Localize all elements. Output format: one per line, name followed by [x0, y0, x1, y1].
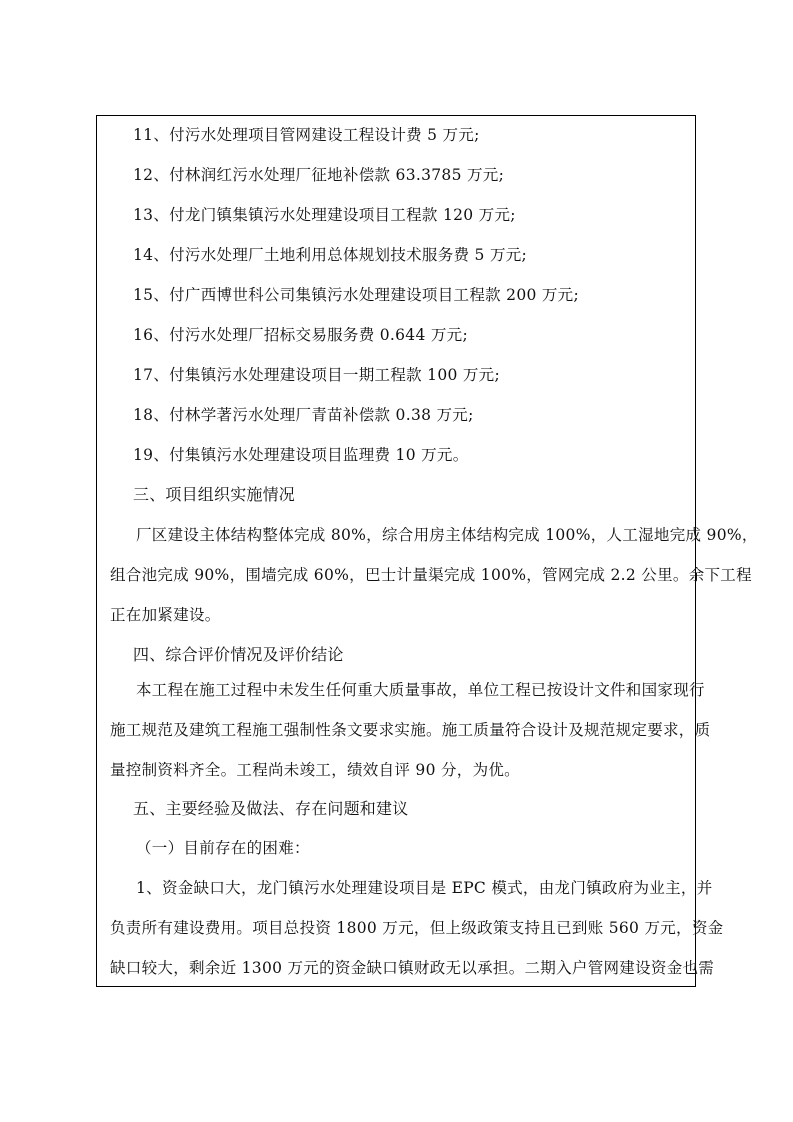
evaluation-paragraph-line: 量控制资料齐全。工程尚未竣工，绩效自评 90 分，为优。 [110, 761, 520, 779]
payment-item-19: 19、付集镇污水处理建设项目监理费 10 万元。 [133, 446, 469, 464]
payment-item-11: 11、付污水处理项目管网建设工程设计费 5 万元; [133, 126, 480, 144]
evaluation-paragraph-line: 施工规范及建筑工程施工强制性条文要求实施。施工质量符合设计及规范规定要求，质 [110, 721, 711, 739]
subheading-difficulties: （一）目前存在的困难： [136, 839, 310, 857]
implementation-paragraph-line: 正在加紧建设。 [110, 606, 221, 624]
difficulty-paragraph-line: 缺口较大，剩余近 1300 万元的资金缺口镇财政无以承担。二期入户管网建设资金也需 [110, 959, 715, 977]
section-heading-experience: 五、主要经验及做法、存在问题和建议 [133, 799, 409, 818]
payment-item-12: 12、付林润红污水处理厂征地补偿款 63.3785 万元; [133, 166, 505, 184]
implementation-paragraph-line: 厂区建设主体结构整体完成 80%，综合用房主体结构完成 100%，人工湿地完成 90%， [136, 526, 758, 544]
payment-item-17: 17、付集镇污水处理建设项目一期工程款 100 万元; [133, 366, 500, 384]
difficulty-paragraph-line: 1、资金缺口大，龙门镇污水处理建设项目是 EPC 模式，由龙门镇政府为业主，并 [136, 879, 713, 897]
payment-item-13: 13、付龙门镇集镇污水处理建设项目工程款 120 万元; [133, 206, 516, 224]
payment-item-18: 18、付林学著污水处理厂青苗补偿款 0.38 万元; [133, 406, 474, 424]
difficulty-paragraph-line: 负责所有建设费用。项目总投资 1800 万元，但上级政策支持且已到账 560 万元，资金 [110, 919, 724, 937]
payment-item-14: 14、付污水处理厂土地利用总体规划技术服务费 5 万元; [133, 246, 528, 264]
section-heading-evaluation: 四、综合评价情况及评价结论 [133, 645, 344, 664]
implementation-paragraph-line: 组合池完成 90%，围墙完成 60%，巴士计量渠完成 100%，管网完成 2.2 公里。余下工程 [110, 566, 752, 584]
payment-item-15: 15、付广西博世科公司集镇污水处理建设项目工程款 200 万元; [133, 286, 579, 304]
payment-item-16: 16、付污水处理厂招标交易服务费 0.644 万元; [133, 326, 468, 344]
evaluation-paragraph-line: 本工程在施工过程中未发生任何重大质量事故，单位工程已按设计文件和国家现行 [136, 681, 705, 699]
section-heading-implementation: 三、项目组织实施情况 [133, 485, 296, 504]
